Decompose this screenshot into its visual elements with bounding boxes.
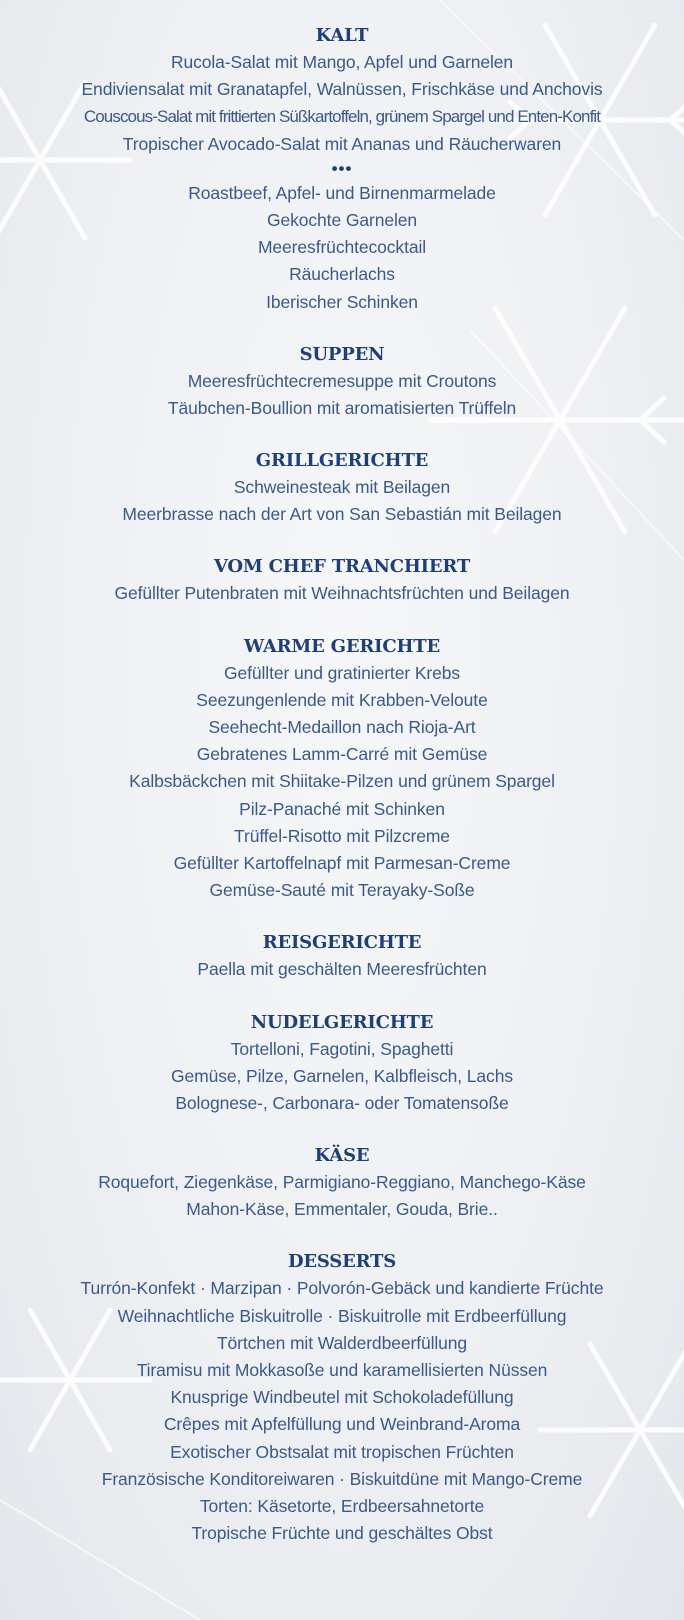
- menu-item: Iberischer Schinken: [266, 291, 418, 312]
- menu-item: Trüffel-Risotto mit Pilzcreme: [234, 825, 450, 846]
- menu-item: Meeresfrüchtecocktail: [257, 237, 427, 258]
- menu-item: Gebratenes Lamm-Carré mit Gemüse: [196, 744, 488, 765]
- menu-item: Gefüllter Kartoffelnapf mit Parmesan-Creme: [173, 852, 511, 873]
- menu-item: Knusprige Windbeutel mit Schokoladefüllung: [170, 1387, 514, 1408]
- menu-item: Tortelloni, Fagotini, Spaghetti: [230, 1038, 454, 1059]
- menu-item: Seehecht-Medaillon nach Rioja-Art: [208, 717, 476, 737]
- menu-item: Meerbrasse nach der Art von San Sebastián mit Beilagen: [122, 504, 562, 525]
- section-heading: GRILLGERICHTE: [255, 450, 429, 472]
- section-heading: KALT: [315, 25, 369, 46]
- menu-item: Mahon-Käse, Emmentaler, Gouda, Brie..: [186, 1199, 498, 1220]
- menu-item: Paella mit geschälten Meeresfrüchten: [197, 959, 487, 980]
- menu-item: Weihnachtliche Biskuitrolle · Biskuitrolle mit Erdbeerfüllung: [117, 1305, 567, 1326]
- menu-item: Tropischer Avocado-Salat mit Ananas und Räucherwaren: [122, 133, 562, 154]
- menu-item: Pilz-Panaché mit Schinken: [239, 798, 445, 819]
- section-kalt: [0, 23, 684, 316]
- menu-item: Gefüllter und gratinierter Krebs: [223, 662, 461, 683]
- menu-item: Torten: Käsetorte, Erdbeersahnetorte: [199, 1495, 485, 1516]
- section-heading: DESSERTS: [287, 1251, 397, 1273]
- menu-item: Törtchen mit Walderdbeerfüllung: [216, 1332, 468, 1353]
- section-heading: WARME GERICHTE: [243, 635, 441, 657]
- menu-item: Täubchen-Boullion mit aromatisierten Trüffeln: [167, 397, 517, 418]
- menu-item: Gefüllter Putenbraten mit Weihnachtsfrüchten und Beilagen: [114, 583, 570, 604]
- section-suppen: [0, 342, 684, 422]
- section-heading: KÄSE: [314, 1145, 370, 1167]
- menu-item: Turrón-Konfekt · Marzipan · Polvorón-Gebäck und kandierte Früchte: [80, 1278, 604, 1299]
- menu-item: Tropische Früchte und geschältes Obst: [191, 1523, 493, 1544]
- menu-item: Seezungenlende mit Krabben-Veloute: [196, 689, 488, 710]
- menu-item: Crêpes mit Apfelfüllung und Weinbrand-Aroma: [163, 1414, 521, 1435]
- menu-item: Gemüse, Pilze, Garnelen, Kalbfleisch, Lachs: [171, 1065, 513, 1086]
- menu-item: Couscous-Salat mit frittierten Süßkartoffeln, grünem Spargel und Enten-Konfit: [83, 107, 601, 127]
- menu-item: Französische Konditoreiwaren · Biskuitdüne mit Mango-Creme: [101, 1468, 583, 1489]
- section-reisgerichte: [0, 930, 684, 983]
- section-heading: REISGERICHTE: [262, 932, 422, 954]
- menu-item: Roquefort, Ziegenkäse, Parmigiano-Reggiano, Manchego-Käse: [98, 1172, 586, 1193]
- section-heading: SUPPEN: [299, 343, 385, 365]
- menu-item: Kalbsbäckchen mit Shiitake-Pilzen und grünem Spargel: [129, 771, 555, 792]
- menu-item: Roastbeef, Apfel- und Birnenmarmelade: [188, 182, 496, 203]
- section-heading: VOM CHEF TRANCHIERT: [213, 556, 471, 578]
- menu-item: Tiramisu mit Mokkasoße und karamellisierten Nüssen: [136, 1360, 548, 1380]
- section-grillgerichte: [0, 448, 684, 528]
- menu-item: Meeresfrüchtecremesuppe mit Croutons: [187, 370, 497, 391]
- menu-item: Räucherlachs: [289, 264, 395, 285]
- section-heading: NUDELGERICHTE: [250, 1011, 434, 1033]
- menu-item: Bolognese-, Carbonara- oder Tomatensoße: [175, 1092, 509, 1113]
- menu-item: Exotischer Obstsalat mit tropischen Früchten: [170, 1441, 514, 1462]
- section-warme-gerichte: [0, 634, 684, 905]
- menu-item: Endiviensalat mit Granatapfel, Walnüssen, Frischkäse und Anchovis: [81, 79, 603, 100]
- section-desserts: [0, 1249, 684, 1547]
- menu-item: Gemüse-Sauté mit Terayaky-Soße: [209, 880, 475, 901]
- section-vom-chef-tranchiert: [0, 554, 684, 607]
- section-kaese: [0, 1143, 684, 1223]
- menu-item: Gekochte Garnelen: [266, 209, 418, 230]
- menu-item: Schweinesteak mit Beilagen: [233, 477, 451, 498]
- separator-dots: •••: [331, 158, 353, 178]
- menu-item: Rucola-Salat mit Mango, Apfel und Garnelen: [170, 52, 514, 72]
- section-nudelgerichte: [0, 1010, 684, 1118]
